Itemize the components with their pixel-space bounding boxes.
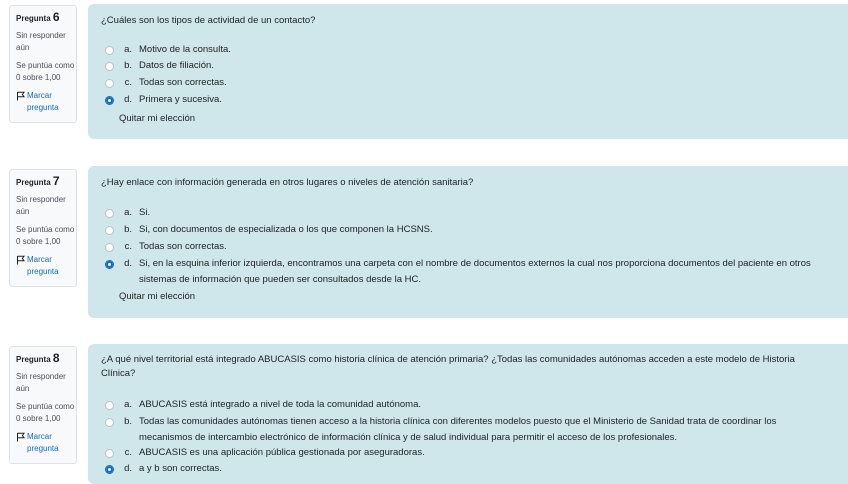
question-state: Sin responder aún — [16, 31, 66, 52]
answer-option-selected[interactable] — [105, 256, 828, 288]
answer-option[interactable] — [105, 397, 828, 413]
answer-option-selected[interactable] — [105, 92, 828, 108]
flag-icon — [16, 432, 26, 442]
question-grade: Se puntúa como 0 sobre 1,00 — [16, 61, 75, 82]
radio-button[interactable] — [105, 79, 114, 88]
radio-button-selected[interactable] — [105, 465, 114, 474]
question-number: 7 — [52, 174, 60, 188]
question-heading — [16, 175, 76, 189]
radio-button[interactable] — [105, 46, 114, 55]
radio-button-selected[interactable] — [105, 96, 114, 105]
question-text: ¿Hay enlace con información generada en otros lugares o niveles de atención sanitaria? — [101, 177, 474, 188]
flag-icon — [16, 255, 26, 265]
answer-letter: a. — [124, 399, 132, 410]
answer-text: Todas son correctas. — [139, 241, 227, 252]
flag-question-label: Marcar pregunta — [27, 255, 59, 276]
question-grade: Se puntúa como 0 sobre 1,00 — [16, 402, 75, 423]
radio-button[interactable] — [105, 418, 114, 427]
question-number: 6 — [52, 10, 60, 24]
flag-question-link[interactable] — [16, 254, 76, 278]
answer-text: Primera y sucesiva. — [139, 94, 222, 105]
answer-letter: b. — [124, 224, 132, 235]
answer-text: Si, con documentos de especializada o los que componen la HCSNS. — [139, 224, 433, 235]
question-number: 8 — [52, 351, 60, 365]
answer-option[interactable] — [105, 58, 828, 74]
flag-question-label: Marcar pregunta — [27, 432, 59, 453]
answer-text: Si. — [139, 207, 151, 218]
answer-text: Motivo de la consulta. — [139, 44, 231, 55]
question-info-6 — [9, 5, 77, 123]
flag-question-link[interactable] — [16, 90, 76, 114]
answer-text: Datos de filiación. — [139, 60, 214, 71]
answer-text: Si, en la esquina inferior izquierda, encontramos una carpeta con el nombre de documentos externos la cual nos proporciona documentos del paciente en otros sistemas de información que pueden ser consultados desde la HC. — [139, 258, 811, 285]
answer-letter: d. — [124, 463, 132, 474]
answer-letter: c. — [124, 77, 132, 88]
clear-choice-link[interactable]: Quitar mi elección — [119, 113, 196, 124]
answer-letter: d. — [124, 258, 132, 269]
answer-option[interactable] — [105, 414, 828, 446]
question-info-7 — [9, 169, 77, 287]
flag-question-label: Marcar pregunta — [27, 91, 59, 112]
question-content-7 — [88, 166, 848, 318]
question-state: Sin responder aún — [16, 195, 66, 216]
radio-button-selected[interactable] — [105, 260, 114, 269]
answer-option[interactable] — [105, 239, 828, 255]
question-state: Sin responder aún — [16, 372, 66, 393]
radio-button[interactable] — [105, 243, 114, 252]
answer-letter: d. — [124, 94, 132, 105]
question-text: ¿Cuáles son los tipos de actividad de un contacto? — [101, 15, 316, 26]
question-info-8 — [9, 346, 77, 464]
answer-letter: c. — [124, 241, 132, 252]
question-heading — [16, 352, 76, 366]
clear-choice-link[interactable]: Quitar mi elección — [119, 291, 196, 302]
radio-button[interactable] — [105, 401, 114, 410]
answer-letter: b. — [124, 416, 132, 427]
answer-option[interactable] — [105, 222, 828, 238]
question-content-6 — [88, 4, 848, 139]
answer-letter: a. — [124, 207, 132, 218]
answer-letter: b. — [124, 60, 132, 71]
flag-icon — [16, 91, 26, 101]
radio-button[interactable] — [105, 209, 114, 218]
question-text: ¿A qué nivel territorial está integrado ABUCASIS como historia clínica de atención primaria? ¿Todas las comunidades autónomas acceden a este modelo de Historia Clínica? — [101, 354, 795, 379]
radio-button[interactable] — [105, 62, 114, 71]
answer-option[interactable] — [105, 42, 828, 58]
answer-text: ABUCASIS está integrado a nivel de toda la comunidad autónoma. — [139, 399, 422, 410]
answer-text: Todas son correctas. — [139, 77, 227, 88]
question-heading — [16, 11, 76, 25]
answer-option[interactable] — [105, 75, 828, 91]
answer-text: Todas las comunidades autónomas tienen acceso a la historia clínica con diferentes modelos puesto que el Ministerio de Sanidad trata de coordinar los mecanismos de intercambio electrónico de información clínica y de salud individual para permitir el acceso de los profesionales. — [139, 416, 777, 443]
radio-button[interactable] — [105, 449, 114, 458]
radio-button[interactable] — [105, 226, 114, 235]
question-grade: Se puntúa como 0 sobre 1,00 — [16, 225, 75, 246]
answer-letter: a. — [124, 44, 132, 55]
answer-option[interactable] — [105, 445, 828, 461]
flag-question-link[interactable] — [16, 431, 76, 455]
question-content-8 — [88, 344, 848, 484]
answer-text: ABUCASIS es una aplicación pública gestionada por aseguradoras. — [139, 447, 425, 458]
answer-option[interactable] — [105, 205, 828, 221]
question-label: Pregunta — [16, 178, 51, 187]
answer-text: a y b son correctas. — [139, 463, 222, 474]
question-label: Pregunta — [16, 14, 51, 23]
answer-letter: c. — [124, 447, 132, 458]
question-label: Pregunta — [16, 355, 51, 364]
